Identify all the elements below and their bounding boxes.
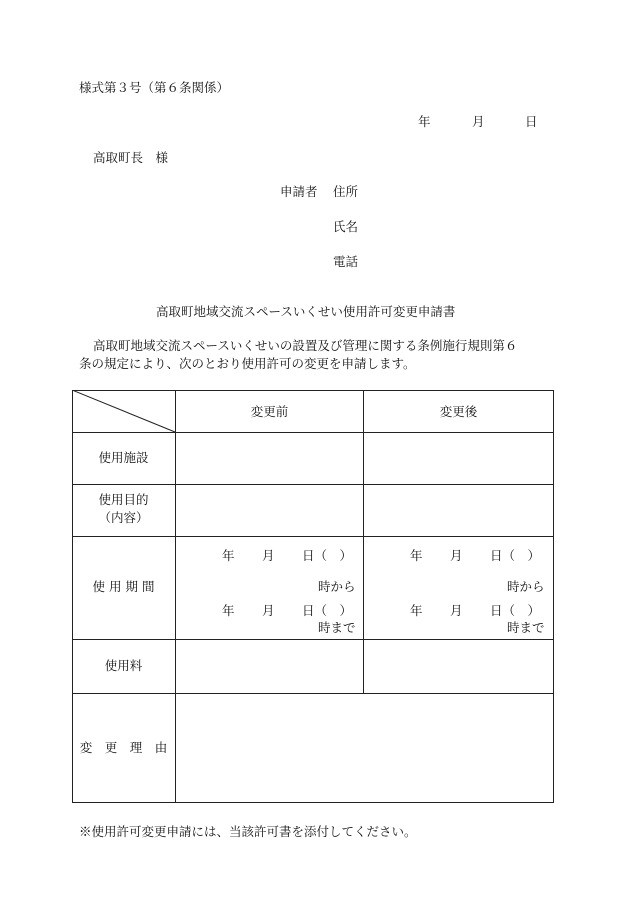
period-after-start-year: 年 <box>410 548 423 563</box>
period-after-from: 時から <box>507 579 545 594</box>
phone-label: 電話 <box>333 254 359 269</box>
period-before-end-year: 年 <box>222 603 235 618</box>
row-label-facility: 使用施設 <box>98 450 149 465</box>
row-divider-2 <box>72 484 554 485</box>
row-divider-3 <box>72 536 554 537</box>
row-divider-5 <box>72 693 554 694</box>
label-column-divider <box>175 390 176 803</box>
row-divider-4 <box>72 639 554 640</box>
change-request-table <box>72 390 554 803</box>
column-header-before: 変更前 <box>250 404 289 419</box>
table-border-bottom <box>72 802 554 803</box>
row-label-purpose <box>72 494 175 524</box>
row-label-fee: 使用料 <box>104 658 143 673</box>
period-before-start-month: 月 <box>262 548 275 563</box>
period-before-end-month: 月 <box>262 603 275 618</box>
period-before-start-day: 日（ ） <box>302 548 353 563</box>
footnote: ※使用許可変更申請には、当該許可書を添付してください。 <box>79 824 417 839</box>
period-before-until: 時まで <box>318 620 356 635</box>
date-year-label: 年 <box>418 114 431 129</box>
period-before-end-day: 日（ ） <box>302 603 353 618</box>
period-after-end-month: 月 <box>450 603 463 618</box>
period-before-start-year: 年 <box>222 548 235 563</box>
period-before-from: 時から <box>318 579 356 594</box>
row-label-period: 使 用 期 間 <box>92 579 155 594</box>
period-after-start-month: 月 <box>450 548 463 563</box>
row-label-purpose-line1: 使用目的 <box>98 492 149 507</box>
table-border-right <box>553 390 554 803</box>
addressee: 高取町長 様 <box>93 150 169 165</box>
row-label-purpose-line2: （内容） <box>98 509 149 525</box>
period-after-end-day: 日（ ） <box>490 603 541 618</box>
form-number: 様式第３号（第６条関係） <box>79 80 230 95</box>
period-after-start-day: 日（ ） <box>490 548 541 563</box>
period-after-until: 時まで <box>507 620 545 635</box>
applicant-label: 申請者 <box>280 184 318 199</box>
document-title: 高取町地域交流スペースいくせい使用許可変更申請書 <box>156 304 456 319</box>
row-label-reason: 変 更 理 由 <box>79 740 168 755</box>
intro-line-2: 条の規定により、次のとおり使用許可の変更を申請します。 <box>79 356 416 371</box>
date-month-label: 月 <box>472 114 485 129</box>
before-after-divider <box>363 390 364 693</box>
address-label: 住所 <box>333 184 359 199</box>
period-after-end-year: 年 <box>410 603 423 618</box>
intro-line-1: 高取町地域交流スペースいくせいの設置及び管理に関する条例施行規則第６ <box>93 338 518 353</box>
column-header-after: 変更後 <box>439 404 478 419</box>
name-label: 氏名 <box>333 219 359 234</box>
corner-diagonal-line <box>72 390 176 433</box>
date-day-label: 日 <box>525 114 538 129</box>
